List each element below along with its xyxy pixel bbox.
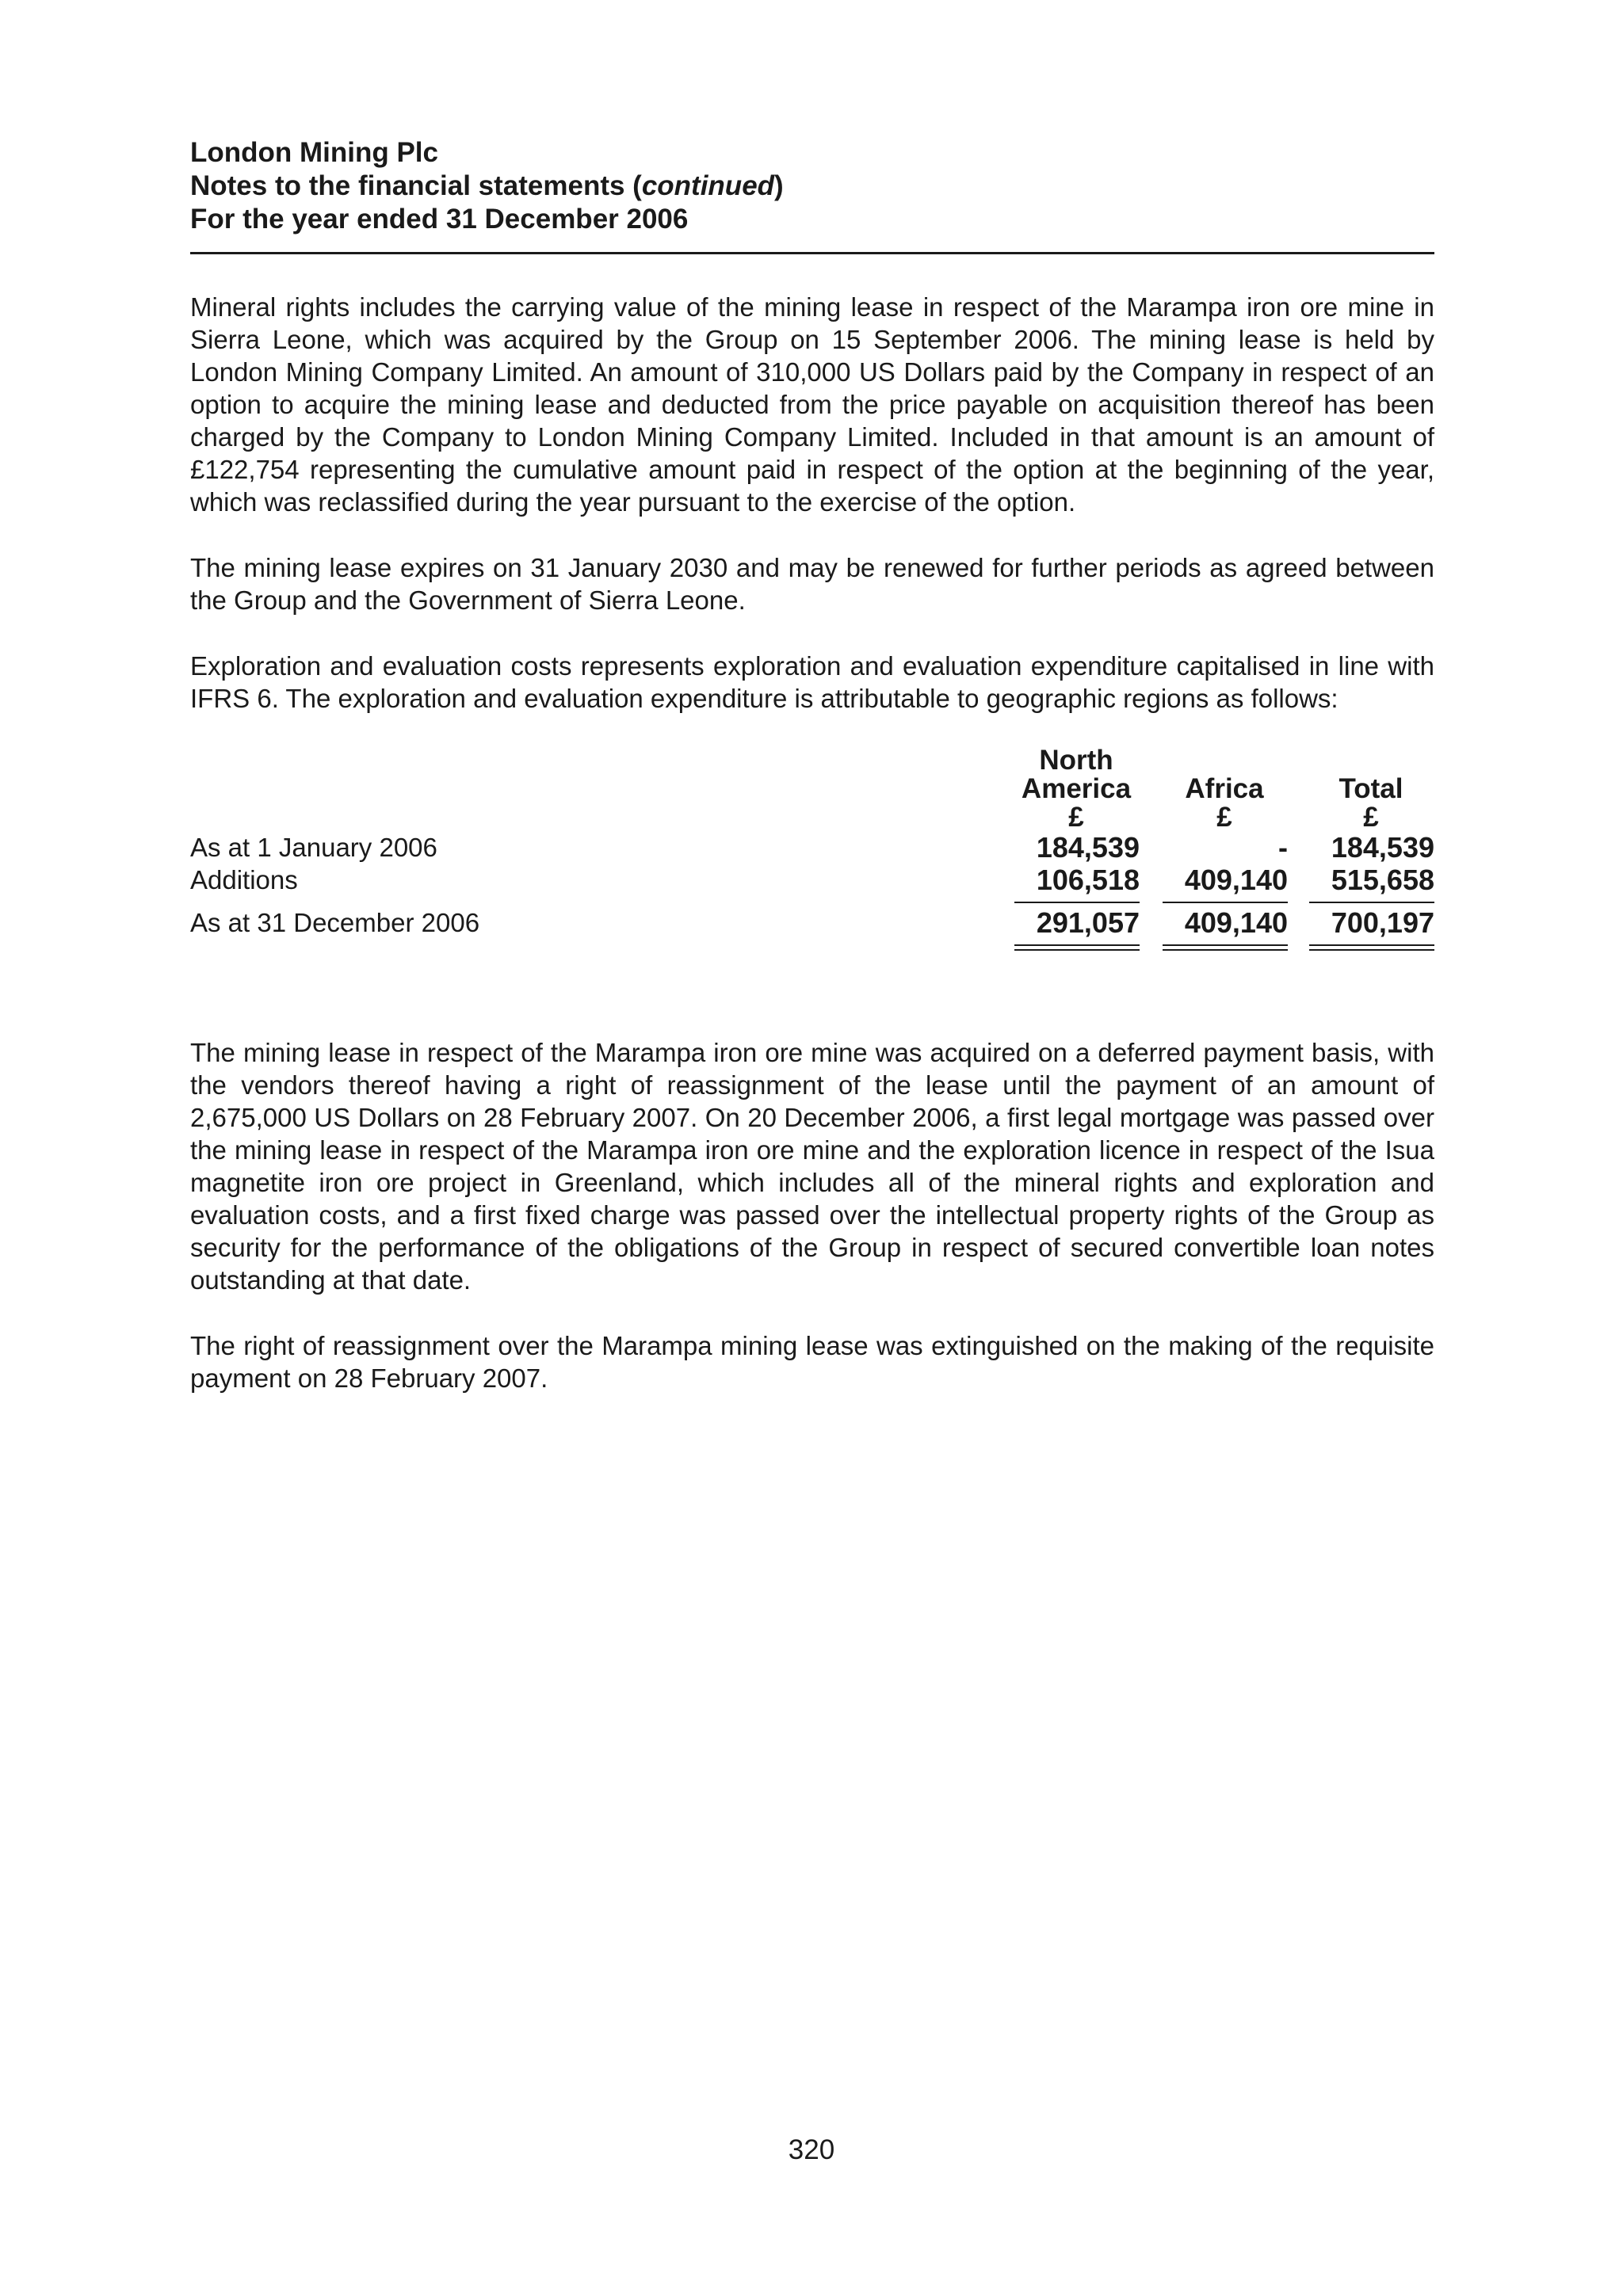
cell-additions-north-america: 106,518 [1036,864,1140,896]
column-header-currency: £ [1216,802,1232,833]
notes-title-prefix: Notes to the financial statements ( [190,170,642,201]
cell-closing-total: 700,197 [1331,906,1434,939]
company-name: London Mining Plc [190,137,439,168]
column-header-currency: £ [1068,802,1084,833]
paragraph-reassignment: The right of reassignment over the Marampa mining lease was extinguished on the making of the requisite payment on 28 February 2007. [190,1331,1434,1393]
cell-additions-africa: 409,140 [1184,864,1288,896]
period-title: For the year ended 31 December 2006 [190,204,689,235]
paragraph-mineral-rights: Mineral rights includes the carrying value of the mining lease in respect of the Marampa iron ore mine in Sierra Leone, which was acquired by the Group on 15 September 2006. The mining lease is held by London Mining Company Limited. An amount of 310,000 US Dollars paid by the Company in respect of an option to acquire the mining lease and deducted from the price payable on acquisition thereof has been charged by the Company to London Mining Company Limited. Included in that amount is an amount of £122,754 representing the cumulative amount paid in respect of the option at the beginning of the year, which was reclassified during the year pursuant to the exercise of the option. [190,292,1434,517]
paragraph-deferred-payment: The mining lease in respect of the Marampa iron ore mine was acquired on a deferred payment basis, with the vendors thereof having a right of reassignment of the lease until the payment of an amount of 2,675,000 US Dollars on 28 February 2007. On 20 December 2006, a first legal mortgage was passed over the mining lease in respect of the Marampa iron ore mine and the exploration licence in respect of the Isua magnetite iron ore project in Greenland, which includes all of the mineral rights and exploration and evaluation costs, and a first fixed charge was passed over the intellectual property rights of the Group as security for the performance of the obligations of the Group in respect of secured convertible loan notes outstanding at that date. [190,1038,1434,1295]
paragraph-exploration-costs: Exploration and evaluation costs represents exploration and evaluation expenditure capitalised in line with IFRS 6. The exploration and evaluation expenditure is attributable to geographic regions as follows: [190,651,1434,713]
cell-opening-total: 184,539 [1331,831,1434,864]
subtotal-rule-north-america [1014,902,1140,903]
total-double-rule-north-america [1014,944,1140,951]
header-divider [190,252,1434,254]
notes-title [190,170,1434,203]
total-double-rule-total [1309,944,1434,951]
column-header-north-america [1013,746,1140,832]
total-double-rule-africa [1163,944,1288,951]
document-header [190,136,1434,236]
cell-closing-north-america: 291,057 [1036,906,1140,939]
notes-title-continued: continued [641,170,775,201]
column-header-africa [1161,775,1288,832]
subtotal-rule-total [1309,902,1434,903]
exploration-costs-table [190,746,1434,984]
notes-title-suffix: ) [774,170,784,201]
row-label-closing: As at 31 December 2006 [190,908,480,937]
page-number: 320 [788,2134,835,2165]
row-label-opening: As at 1 January 2006 [190,833,437,862]
column-header-currency: £ [1363,802,1379,833]
column-header-total [1308,775,1434,832]
column-header-line1: North [1039,745,1113,776]
cell-opening-north-america: 184,539 [1036,831,1140,864]
cell-opening-africa: - [1278,831,1288,864]
column-header-line2: Total [1338,773,1403,804]
column-header-line2: America [1021,773,1132,804]
cell-additions-total: 515,658 [1331,864,1434,896]
subtotal-rule-africa [1163,902,1288,903]
column-header-line2: Africa [1185,773,1264,804]
paragraph-lease-expiry: The mining lease expires on 31 January 2030 and may be renewed for further periods as agreed between the Group and the Government of Sierra Leone. [190,553,1434,615]
row-label-additions: Additions [190,865,298,894]
document-page [190,136,1434,1394]
cell-closing-africa: 409,140 [1184,906,1288,939]
